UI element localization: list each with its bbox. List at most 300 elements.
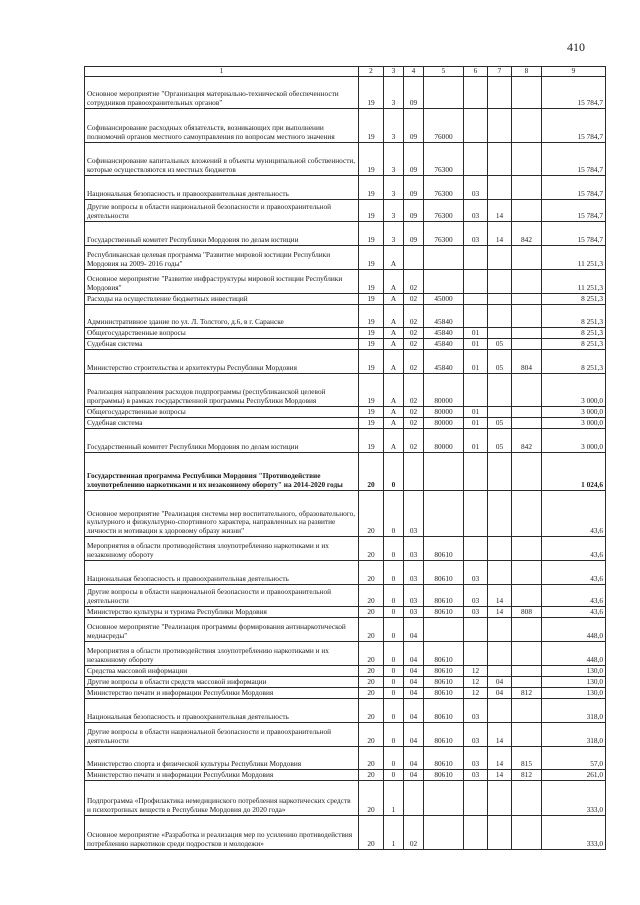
amount-cell: 15 784,7 (542, 142, 606, 175)
code-cell: 0 (384, 452, 404, 490)
code-cell: 04 (404, 687, 424, 698)
code-cell: 14 (488, 746, 512, 769)
amount-cell: 43,6 (542, 490, 606, 536)
code-cell: 80610 (424, 746, 464, 769)
code-cell: 76300 (424, 199, 464, 221)
code-cell (404, 780, 424, 815)
code-cell: 20 (359, 780, 384, 815)
row-name-cell: Национальная безопасность и правоохранительная деятельность (85, 698, 359, 722)
code-cell: 80610 (424, 665, 464, 676)
code-cell (464, 245, 488, 269)
table-row (85, 780, 606, 815)
table-row (85, 490, 606, 536)
row-name-cell: Общегосударственные вопросы (85, 406, 359, 417)
code-cell: 0 (384, 536, 404, 560)
code-cell: 76000 (424, 108, 464, 142)
code-cell: 03 (464, 769, 488, 780)
table-row (85, 142, 606, 175)
code-cell (488, 142, 512, 175)
amount-cell: 8 251,3 (542, 327, 606, 338)
row-name-cell: Средства массовой информации (85, 665, 359, 676)
code-cell: 3 (384, 221, 404, 245)
table-row (85, 617, 606, 641)
code-cell: 05 (488, 349, 512, 373)
code-cell: 04 (404, 746, 424, 769)
code-cell: 02 (404, 406, 424, 417)
code-cell: 05 (488, 417, 512, 428)
table-row (85, 676, 606, 687)
table-row (85, 746, 606, 769)
page-number: 410 (567, 40, 585, 54)
code-cell: 19 (359, 406, 384, 417)
code-cell: 0 (384, 606, 404, 617)
amount-cell: 333,0 (542, 780, 606, 815)
amount-cell: 15 784,7 (542, 76, 606, 108)
code-cell: 20 (359, 452, 384, 490)
table-row (85, 373, 606, 406)
code-cell (488, 327, 512, 338)
code-cell (488, 108, 512, 142)
code-cell: 80610 (424, 641, 464, 665)
code-cell (512, 560, 542, 584)
table-row (85, 452, 606, 490)
code-cell: 01 (464, 327, 488, 338)
code-cell (512, 76, 542, 108)
code-cell: 14 (488, 584, 512, 606)
code-cell: 20 (359, 687, 384, 698)
header-row (85, 67, 606, 77)
row-name-cell: Основное мероприятие "Организация материально-технической обеспеченности сотрудников правоохранительных органов" (85, 76, 359, 108)
table-row (85, 815, 606, 849)
code-cell: 0 (384, 560, 404, 584)
code-cell: 04 (404, 617, 424, 641)
code-cell: 0 (384, 687, 404, 698)
code-cell: 19 (359, 373, 384, 406)
table-row (85, 221, 606, 245)
amount-cell: 43,6 (542, 584, 606, 606)
code-cell (488, 698, 512, 722)
code-cell: 80000 (424, 428, 464, 452)
table-row (85, 349, 606, 373)
code-cell: 04 (404, 769, 424, 780)
row-name-cell: Судебная система (85, 338, 359, 349)
code-cell: А (384, 349, 404, 373)
table-row (85, 560, 606, 584)
amount-cell: 11 251,3 (542, 269, 606, 293)
row-name-cell: Подпрограмма «Профилактика немедицинского потребления наркотических средств и психотропных веществ в Республике Мордовия до 2020 года» (85, 780, 359, 815)
code-cell: 80610 (424, 687, 464, 698)
code-cell: 03 (464, 199, 488, 221)
code-cell: 45840 (424, 327, 464, 338)
code-cell: 19 (359, 349, 384, 373)
header-cell: 9 (542, 67, 606, 77)
row-name-cell: Реализация направления расходов подпрограммы (республиканской целевой программы) в рамках государственной программы Республики Мордовия (85, 373, 359, 406)
code-cell: 20 (359, 606, 384, 617)
code-cell (464, 304, 488, 327)
amount-cell: 130,0 (542, 676, 606, 687)
table-row (85, 687, 606, 698)
code-cell: 14 (488, 606, 512, 617)
code-cell (464, 641, 488, 665)
code-cell (424, 617, 464, 641)
code-cell: 05 (488, 428, 512, 452)
code-cell: 04 (404, 665, 424, 676)
code-cell: 80000 (424, 406, 464, 417)
code-cell: 02 (404, 269, 424, 293)
code-cell: 19 (359, 327, 384, 338)
code-cell: 0 (384, 665, 404, 676)
amount-cell: 57,0 (542, 746, 606, 769)
table-row (85, 641, 606, 665)
code-cell: 01 (464, 428, 488, 452)
amount-cell: 15 784,7 (542, 199, 606, 221)
code-cell: 76300 (424, 142, 464, 175)
code-cell: 20 (359, 746, 384, 769)
code-cell: 80610 (424, 536, 464, 560)
code-cell: 03 (464, 606, 488, 617)
code-cell: 20 (359, 665, 384, 676)
code-cell: А (384, 417, 404, 428)
header-cell: 7 (488, 67, 512, 77)
table-row (85, 175, 606, 199)
row-name-cell: Другие вопросы в области национальной безопасности и правоохранительной деятельности (85, 722, 359, 746)
code-cell: 19 (359, 269, 384, 293)
code-cell: А (384, 428, 404, 452)
table-row (85, 245, 606, 269)
amount-cell: 43,6 (542, 606, 606, 617)
code-cell (424, 452, 464, 490)
code-cell: 03 (464, 722, 488, 746)
row-name-cell: Национальная безопасность и правоохранительная деятельность (85, 175, 359, 199)
code-cell: А (384, 406, 404, 417)
code-cell: 0 (384, 490, 404, 536)
code-cell (404, 245, 424, 269)
code-cell: А (384, 338, 404, 349)
code-cell: 0 (384, 617, 404, 641)
code-cell (488, 245, 512, 269)
code-cell (488, 373, 512, 406)
code-cell (512, 406, 542, 417)
code-cell: 0 (384, 584, 404, 606)
code-cell: 80610 (424, 722, 464, 746)
code-cell: 19 (359, 221, 384, 245)
table-row (85, 293, 606, 304)
amount-cell: 130,0 (542, 687, 606, 698)
code-cell: 03 (404, 490, 424, 536)
table-row (85, 769, 606, 780)
code-cell: 19 (359, 338, 384, 349)
code-cell: 812 (512, 769, 542, 780)
code-cell (512, 665, 542, 676)
table-row (85, 428, 606, 452)
code-cell: 14 (488, 199, 512, 221)
code-cell (512, 175, 542, 199)
row-name-cell: Национальная безопасность и правоохранительная деятельность (85, 560, 359, 584)
code-cell: 03 (464, 698, 488, 722)
code-cell: 03 (464, 175, 488, 199)
row-name-cell: Общегосударственные вопросы (85, 327, 359, 338)
amount-cell: 15 784,7 (542, 175, 606, 199)
code-cell: 19 (359, 417, 384, 428)
code-cell: 02 (404, 815, 424, 849)
code-cell (512, 452, 542, 490)
code-cell (424, 76, 464, 108)
code-cell (512, 108, 542, 142)
code-cell: 01 (464, 417, 488, 428)
code-cell (488, 780, 512, 815)
code-cell (404, 452, 424, 490)
row-name-cell: Софинансирование капитальных вложений в объекты муниципальной собственности, которые осуществляются из местных бюджетов (85, 142, 359, 175)
code-cell: 3 (384, 108, 404, 142)
amount-cell: 130,0 (542, 665, 606, 676)
code-cell (464, 815, 488, 849)
code-cell (512, 304, 542, 327)
code-cell: 45840 (424, 349, 464, 373)
code-cell: 19 (359, 293, 384, 304)
code-cell: 14 (488, 221, 512, 245)
code-cell: 842 (512, 221, 542, 245)
header-cell: 6 (464, 67, 488, 77)
table-row (85, 269, 606, 293)
amount-cell: 3 000,0 (542, 417, 606, 428)
code-cell: 80000 (424, 373, 464, 406)
row-name-cell: Министерство спорта и физической культуры Республики Мордовия (85, 746, 359, 769)
code-cell: А (384, 373, 404, 406)
code-cell (464, 490, 488, 536)
code-cell: 09 (404, 108, 424, 142)
code-cell (488, 560, 512, 584)
code-cell: 20 (359, 560, 384, 584)
code-cell: 20 (359, 490, 384, 536)
row-name-cell: Другие вопросы в области национальной безопасности и правоохранительной деятельности (85, 584, 359, 606)
code-cell: 01 (464, 406, 488, 417)
code-cell: 12 (464, 665, 488, 676)
code-cell: 09 (404, 142, 424, 175)
code-cell (464, 373, 488, 406)
row-name-cell: Государственный комитет Республики Мордовия по делам юстиции (85, 221, 359, 245)
amount-cell: 333,0 (542, 815, 606, 849)
amount-cell: 3 000,0 (542, 428, 606, 452)
amount-cell: 1 024,6 (542, 452, 606, 490)
code-cell: 20 (359, 676, 384, 687)
code-cell: 02 (404, 373, 424, 406)
code-cell (512, 698, 542, 722)
code-cell (512, 338, 542, 349)
code-cell (464, 293, 488, 304)
row-name-cell: Министерство культуры и туризма Республики Мордовия (85, 606, 359, 617)
amount-cell: 8 251,3 (542, 293, 606, 304)
code-cell: 80610 (424, 584, 464, 606)
code-cell (512, 142, 542, 175)
code-cell (488, 490, 512, 536)
table-row (85, 327, 606, 338)
amount-cell: 15 784,7 (542, 221, 606, 245)
code-cell: 20 (359, 584, 384, 606)
code-cell (488, 452, 512, 490)
code-cell: 3 (384, 199, 404, 221)
code-cell: 09 (404, 175, 424, 199)
code-cell: А (384, 245, 404, 269)
code-cell (512, 373, 542, 406)
code-cell: 45000 (424, 293, 464, 304)
code-cell: 02 (404, 349, 424, 373)
code-cell: 02 (404, 293, 424, 304)
table-row (85, 304, 606, 327)
code-cell (464, 780, 488, 815)
code-cell: 04 (404, 722, 424, 746)
code-cell: 80610 (424, 698, 464, 722)
code-cell: 02 (404, 338, 424, 349)
code-cell (488, 665, 512, 676)
code-cell: 03 (404, 536, 424, 560)
code-cell: 0 (384, 746, 404, 769)
code-cell (464, 452, 488, 490)
code-cell: 20 (359, 536, 384, 560)
code-cell (512, 245, 542, 269)
code-cell: 19 (359, 304, 384, 327)
code-cell: 20 (359, 769, 384, 780)
code-cell: 0 (384, 769, 404, 780)
amount-cell: 8 251,3 (542, 304, 606, 327)
amount-cell: 448,0 (542, 617, 606, 641)
amount-cell: 318,0 (542, 722, 606, 746)
code-cell (488, 304, 512, 327)
code-cell (512, 641, 542, 665)
code-cell: 842 (512, 428, 542, 452)
code-cell (512, 584, 542, 606)
code-cell (512, 676, 542, 687)
code-cell: 19 (359, 108, 384, 142)
code-cell (464, 142, 488, 175)
code-cell: 04 (404, 676, 424, 687)
code-cell: 815 (512, 746, 542, 769)
code-cell: 19 (359, 428, 384, 452)
header-cell: 5 (424, 67, 464, 77)
row-name-cell: Основное мероприятие "Развитие инфраструктуры мировой юстиции Республики Мордовия" (85, 269, 359, 293)
code-cell (464, 269, 488, 293)
table-row (85, 698, 606, 722)
table-row (85, 536, 606, 560)
row-name-cell: Основное мероприятие «Разработка и реализация мер по усилению противодействия потреблению наркотиков среди подростков и молодежи» (85, 815, 359, 849)
row-name-cell: Мероприятия в области противодействия злоупотреблению наркотиками и их незаконному обороту (85, 641, 359, 665)
code-cell (512, 199, 542, 221)
code-cell (512, 327, 542, 338)
code-cell: 01 (464, 349, 488, 373)
amount-cell: 3 000,0 (542, 406, 606, 417)
code-cell: 0 (384, 698, 404, 722)
code-cell: 45840 (424, 304, 464, 327)
row-name-cell: Другие вопросы в области средств массовой информации (85, 676, 359, 687)
code-cell: 12 (464, 676, 488, 687)
code-cell (424, 490, 464, 536)
code-cell: 03 (404, 560, 424, 584)
code-cell: 02 (404, 417, 424, 428)
code-cell (512, 490, 542, 536)
code-cell (512, 293, 542, 304)
code-cell (464, 536, 488, 560)
amount-cell: 11 251,3 (542, 245, 606, 269)
code-cell: 1 (384, 815, 404, 849)
amount-cell: 15 784,7 (542, 108, 606, 142)
code-cell: 80610 (424, 560, 464, 584)
code-cell: 3 (384, 175, 404, 199)
table-row (85, 606, 606, 617)
code-cell: А (384, 293, 404, 304)
row-name-cell: Административное здание по ул. Л. Толстого, д.6, в г. Саранске (85, 304, 359, 327)
code-cell: 03 (464, 746, 488, 769)
row-name-cell: Основное мероприятие "Реализация системы мер воспитательного, образовательного, культурного и физкультурно-спортивного характера, направленных на развитие личности и мотивации к здоровому образу жизни" (85, 490, 359, 536)
table-body (85, 76, 606, 849)
code-cell (488, 293, 512, 304)
table-row (85, 584, 606, 606)
code-cell: 76300 (424, 175, 464, 199)
row-name-cell: Судебная система (85, 417, 359, 428)
row-name-cell: Министерство печати и информации Республики Мордовия (85, 769, 359, 780)
code-cell: 19 (359, 175, 384, 199)
code-cell: 0 (384, 676, 404, 687)
row-name-cell: Министерство печати и информации Республики Мордовия (85, 687, 359, 698)
code-cell: 03 (464, 584, 488, 606)
amount-cell: 8 251,3 (542, 338, 606, 349)
amount-cell: 43,6 (542, 560, 606, 584)
code-cell: 80610 (424, 676, 464, 687)
code-cell: 04 (488, 687, 512, 698)
code-cell: 14 (488, 769, 512, 780)
code-cell (512, 536, 542, 560)
code-cell: 20 (359, 698, 384, 722)
header-cell: 3 (384, 67, 404, 77)
code-cell: А (384, 269, 404, 293)
code-cell: 05 (488, 338, 512, 349)
code-cell (488, 269, 512, 293)
row-name-cell: Другие вопросы в области национальной безопасности и правоохранительной деятельности (85, 199, 359, 221)
code-cell: 19 (359, 76, 384, 108)
code-cell: 1 (384, 780, 404, 815)
code-cell: 03 (464, 560, 488, 584)
code-cell (512, 617, 542, 641)
row-name-cell: Мероприятия в области противодействия злоупотреблению наркотиками и их незаконному обороту (85, 536, 359, 560)
code-cell (488, 76, 512, 108)
code-cell (424, 245, 464, 269)
code-cell (512, 780, 542, 815)
code-cell: 12 (464, 687, 488, 698)
code-cell: 03 (404, 584, 424, 606)
amount-cell: 3 000,0 (542, 373, 606, 406)
code-cell: 09 (404, 199, 424, 221)
code-cell: А (384, 327, 404, 338)
amount-cell: 318,0 (542, 698, 606, 722)
code-cell: 03 (464, 221, 488, 245)
code-cell: 20 (359, 722, 384, 746)
amount-cell: 448,0 (542, 641, 606, 665)
table-row (85, 108, 606, 142)
code-cell (488, 406, 512, 417)
code-cell: 09 (404, 76, 424, 108)
code-cell: 20 (359, 617, 384, 641)
code-cell: 812 (512, 687, 542, 698)
header-cell: 4 (404, 67, 424, 77)
row-name-cell: Государственная программа Республики Мордовия "Противодействие злоупотреблению наркотиками и их незаконному обороту" на 2014-2020 годы (85, 452, 359, 490)
code-cell: 19 (359, 199, 384, 221)
code-cell (424, 780, 464, 815)
code-cell: 03 (404, 606, 424, 617)
table-row (85, 76, 606, 108)
code-cell (464, 76, 488, 108)
code-cell: 20 (359, 641, 384, 665)
code-cell (424, 269, 464, 293)
code-cell: 09 (404, 221, 424, 245)
table-row (85, 665, 606, 676)
